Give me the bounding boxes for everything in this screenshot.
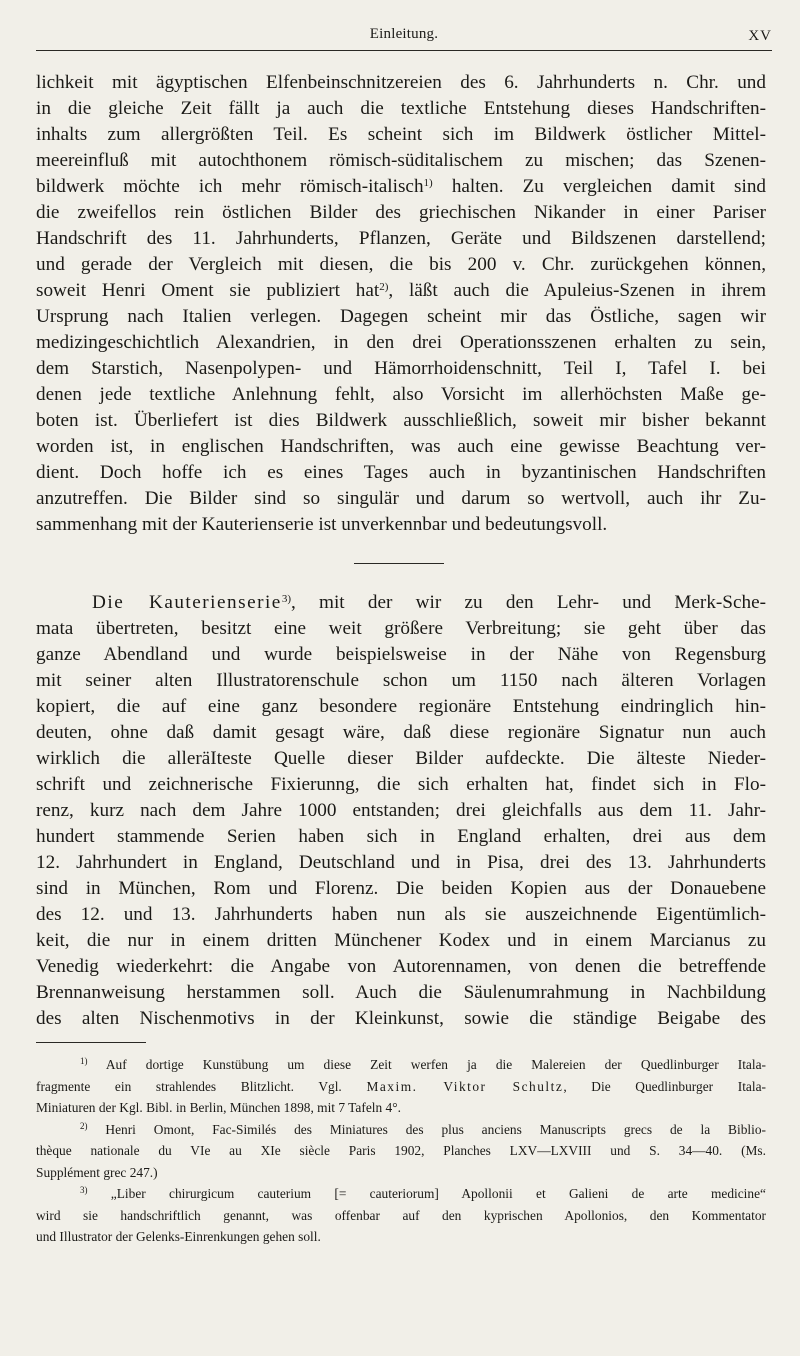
running-title: Einleitung. (369, 26, 439, 42)
text-line: hundert stammende Serien haben sich in England erhalten, drei aus dem (36, 826, 766, 847)
text-line: Handschrift des 11. Jahrhunderts, Pflanzen, Geräte und Bildszenen darstellend; (36, 228, 766, 249)
text-line: sind in München, Rom und Florenz. Die beiden Kopien aus der Donauebene (36, 878, 766, 899)
text-line: sammenhang mit der Kauterienserie ist unverkennbar und bedeutungsvoll. (36, 514, 608, 535)
footnote-line: und Illustrator der Gelenks-Einrenkungen gehen soll. (36, 1229, 321, 1244)
footnote-1: $^{1)}$ Auf dortige Kunstübung um diese Zeit werfen ja die Malereien der Quedlinburger Itala- (80, 1056, 766, 1072)
running-header (36, 26, 772, 48)
section-separator (354, 563, 444, 564)
footnote-line: thèque nationale du VIe au XIe siècle Paris 1902, Planches LXV—LXVIII und S. 34—40. (Ms. (36, 1143, 766, 1158)
text-line: mata übertreten, besitzt eine weit größere Verbreitung; sie geht über das (36, 618, 766, 639)
text-line: bildwerk möchte ich mehr römisch-italisch$^{1)}$ halten. Zu vergleichen damit sind (36, 176, 766, 197)
footnote-ref-2: 2) (379, 281, 389, 293)
footnote-line: Supplément grec 247.) (36, 1164, 158, 1180)
text-line: 12. Jahrhundert in England, Deutschland und in Pisa, drei des 13. Jahrhunderts (36, 852, 766, 873)
text-line: Brennanweisung herstammen soll. Auch die Säulenumrahmung in Nachbildung (36, 982, 766, 1003)
text-line: wirklich die alleräIteste Quelle dieser Bilder aufdeckte. Die älteste Nieder- (36, 748, 766, 769)
text-line: und gerade der Vergleich mit diesen, die bis 200 v. Chr. zurückgehen können, (36, 254, 766, 275)
paragraph-2 (36, 590, 766, 1032)
footnote-line: fragmente ein strahlendes Blitzlicht. Vgl. Maxim. Viktor Schultz, Die Quedlinburger Itala- (36, 1078, 766, 1094)
header-rule (36, 50, 772, 51)
text-line: in die gleiche Zeit fällt ja auch die textliche Entstehung dieses Handschriften- (36, 98, 766, 119)
text-line: lichkeit mit ägyptischen Elfenbeinschnitzereien des 6. Jahrhunderts n. Chr. und (36, 72, 766, 93)
text-line: die zweifellos rein östlichen Bilder des griechischen Nikander in einer Pariser (36, 202, 766, 223)
footnote-ref-3: 3) (281, 593, 291, 605)
text-line: keit, die nur in einem dritten Münchener Kodex und in einem Marcianus zu (36, 930, 766, 951)
text-line: inhalts zum allergrößten Teil. Es scheint sich im Bildwerk östlicher Mittel- (36, 124, 766, 145)
text-line: schrift und zeichnerische Fixierunng, die sich erhalten hat, findet sich in Flo- (36, 774, 766, 795)
text-line: Die Kauterienserie$^{3)}$, mit der wir zu den Lehr- und Merk-Sche- (92, 592, 766, 613)
text-line: mit seiner alten Illustratorenschule schon um 1150 nach älteren Vorlagen (36, 670, 766, 691)
text-line: Ursprung nach Italien verlegen. Dagegen scheint mir das Östliche, sagen wir (36, 306, 766, 327)
text-line: dient. Doch hoffe ich es eines Tages auch in byzantinischen Handschriften (36, 462, 766, 483)
text-line: denen jede textliche Anlehnung fehlt, also Vorsicht im allerhöchsten Maße ge- (36, 384, 766, 405)
footnotes (36, 1054, 766, 1248)
text-line: dem Starstich, Nasenpolypen- und Hämorrhoidenschnitt, Teil I, Tafel I. bei (36, 358, 766, 379)
text-line: medizingeschichtlich Alexandrien, in den drei Operationsszenen erhalten zu sein, (36, 332, 766, 353)
text-line: ganze Abendland und wurde beispielsweise in der Nähe von Regensburg (36, 644, 766, 665)
text-line: des alten Nischenmotivs in der Kleinkunst, sowie die ständige Beigabe des (36, 1008, 766, 1029)
footnote-ref-1: 1) (423, 177, 433, 189)
footnote-2: $^{2)}$ Henri Omont, Fac-Similés des Miniatures des plus anciens Manuscripts grecs de la Biblio- (80, 1120, 766, 1137)
page-number: XV (748, 28, 772, 44)
text-line: Venedig wiederkehrt: die Angabe von Autorennamen, von denen die betreffende (36, 956, 766, 977)
text-line: deuten, ohne daß damit gesagt wäre, daß diese regionäre Signatur nun auch (36, 722, 766, 743)
footnote-line: Miniaturen der Kgl. Bibl. in Berlin, München 1898, mit 7 Tafeln 4°. (36, 1100, 401, 1115)
text-line: anzutreffen. Die Bilder sind so singulär und darum so wertvoll, auch ihr Zu- (36, 488, 766, 509)
footnote-3: $^{3)}$ „Liber chirurgicum cauterium [= cauteriorum] Apollonii et Galieni de arte medicine“ (80, 1185, 766, 1201)
text-line: des 12. und 13. Jahrhunderts haben nun als sie auszeichnende Eigentümlich- (36, 904, 766, 925)
footnote-rule (36, 1042, 146, 1043)
text-line: boten ist. Überliefert ist dies Bildwerk ausschließlich, soweit mir bisher bekannt (36, 410, 766, 431)
text-line: meereinfluß mit autochthonem römisch-süditalischem zu mischen; das Szenen- (36, 150, 766, 171)
text-line: renz, kurz nach dem Jahre 1000 entstanden; drei gleichfalls aus dem 11. Jahr- (36, 800, 766, 821)
footnote-line: wird sie handschriftlich genannt, was offenbar auf den kyprischen Apollonios, den Kommentator (36, 1207, 766, 1223)
text-line: worden ist, in englischen Handschriften, was auch eine gewisse Beachtung ver- (36, 436, 766, 457)
paragraph-1 (36, 70, 766, 538)
text-line: kopiert, die auf eine ganz besondere regionäre Entstehung eindringlich hin- (36, 696, 766, 717)
text-line: soweit Henri Oment sie publiziert hat$^{2)}$, läßt auch die Apuleius-Szenen in ihrem (36, 280, 766, 301)
